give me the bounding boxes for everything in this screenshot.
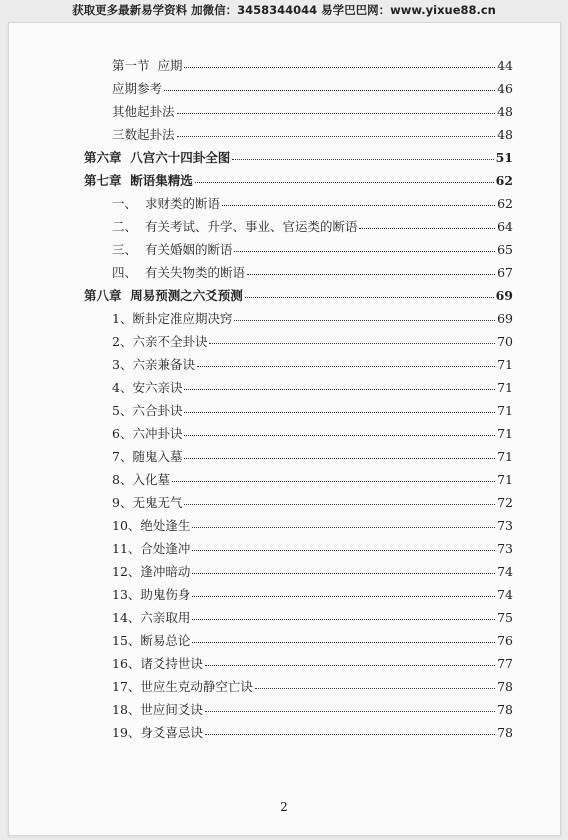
dot-leader: [192, 618, 495, 620]
toc-entry-page: 46: [497, 81, 513, 96]
toc-entry-page: 69: [495, 288, 513, 303]
toc-entry-page: 62: [495, 173, 513, 188]
toc-entry: [84, 677, 513, 700]
toc-entry-title: 16、诸爻持世诀: [112, 656, 203, 671]
dot-leader: [247, 273, 495, 275]
toc-entry-page: 76: [497, 633, 513, 648]
dot-leader: [195, 181, 494, 183]
dot-leader: [234, 319, 495, 321]
toc-entry-page: 71: [497, 449, 513, 464]
toc-entry-page: 78: [497, 725, 513, 740]
dot-leader: [234, 250, 495, 252]
toc-entry-title: 3、六亲兼备诀: [112, 357, 195, 372]
toc-entry: [84, 723, 513, 746]
dot-leader: [205, 733, 495, 735]
dot-leader: [184, 388, 495, 390]
dot-leader: [172, 480, 495, 482]
toc-entry-title: 三、 有关婚姻的断语: [112, 242, 233, 257]
toc-entry-page: 71: [497, 403, 513, 418]
dot-leader: [177, 112, 496, 114]
toc-entry: [84, 539, 513, 562]
toc-entry-title: 15、断易总论: [112, 633, 191, 648]
toc-entry-page: 65: [497, 242, 513, 257]
page-number: 2: [280, 800, 288, 814]
toc-entry-page: 75: [497, 610, 513, 625]
toc-entry-title: 应期参考: [112, 81, 163, 96]
toc-entry-title: 13、助鬼伤身: [112, 587, 191, 602]
toc-entry: [84, 79, 513, 102]
toc-entry: [84, 585, 513, 608]
toc-entry: [84, 516, 513, 539]
toc-entry-title: 第八章 周易预测之六爻预测: [84, 288, 243, 303]
dot-leader: [222, 204, 495, 206]
toc-entry-page: 72: [497, 495, 513, 510]
toc-entry-title: 18、世应间爻诀: [112, 702, 203, 717]
toc-entry-page: 78: [497, 679, 513, 694]
dot-leader: [192, 549, 495, 551]
table-of-contents: [84, 56, 513, 746]
toc-entry: [84, 700, 513, 723]
toc-entry: [84, 470, 513, 493]
dot-leader: [192, 595, 495, 597]
toc-entry: [84, 332, 513, 355]
watermark-header: 获取更多最新易学资料 加微信：3458344044 易学巴巴网：www.yixue88.cn: [72, 3, 496, 17]
toc-entry: [84, 493, 513, 516]
dot-leader: [192, 641, 495, 643]
toc-entry-title: 11、合处逢冲: [112, 541, 191, 556]
dot-leader: [245, 296, 494, 298]
dot-leader: [184, 457, 495, 459]
toc-entry: [84, 309, 513, 332]
toc-entry-title: 三数起卦法: [112, 127, 175, 142]
toc-entry-title: 10、绝处逢生: [112, 518, 191, 533]
toc-entry-page: 70: [497, 334, 513, 349]
toc-entry-title: 17、世应生克动静空亡诀: [112, 679, 253, 694]
toc-entry: [84, 424, 513, 447]
toc-entry-page: 48: [497, 104, 513, 119]
toc-entry-page: 69: [497, 311, 513, 326]
toc-entry-title: 5、六合卦诀: [112, 403, 183, 418]
toc-entry-title: 14、六亲取用: [112, 610, 191, 625]
toc-chapter-entry: [84, 286, 513, 309]
toc-entry-title: 二、 有关考试、升学、事业、官运类的断语: [112, 219, 358, 234]
dot-leader: [197, 365, 495, 367]
dot-leader: [184, 66, 495, 68]
toc-entry: [84, 608, 513, 631]
dot-leader: [205, 664, 495, 666]
toc-entry-page: 71: [497, 380, 513, 395]
toc-entry-title: 9、无鬼无气: [112, 495, 183, 510]
dot-leader: [209, 342, 495, 344]
dot-leader: [255, 687, 495, 689]
toc-entry: [84, 654, 513, 677]
toc-entry: [84, 401, 513, 424]
dot-leader: [184, 434, 495, 436]
toc-entry-page: 74: [497, 564, 513, 579]
toc-entry-page: 71: [497, 426, 513, 441]
toc-entry-title: 2、六亲不全卦诀: [112, 334, 208, 349]
toc-entry: [84, 447, 513, 470]
toc-entry: [84, 102, 513, 125]
toc-entry-page: 71: [497, 472, 513, 487]
toc-chapter-entry: [84, 148, 513, 171]
toc-entry: [84, 378, 513, 401]
dot-leader: [184, 411, 495, 413]
toc-entry-page: 77: [497, 656, 513, 671]
toc-chapter-entry: [84, 171, 513, 194]
toc-entry-title: 6、六冲卦诀: [112, 426, 183, 441]
toc-entry: [84, 194, 513, 217]
toc-entry: [84, 240, 513, 263]
toc-entry-page: 73: [497, 541, 513, 556]
toc-entry: [84, 263, 513, 286]
toc-entry: [84, 125, 513, 148]
toc-entry-title: 一、 求财类的断语: [112, 196, 220, 211]
toc-entry-title: 7、随鬼入墓: [112, 449, 183, 464]
toc-entry-title: 19、身爻喜忌诀: [112, 725, 203, 740]
toc-entry-page: 71: [497, 357, 513, 372]
toc-entry-title: 第一节 应期: [112, 58, 183, 73]
toc-entry-title: 第七章 断语集精选: [84, 173, 193, 188]
toc-entry-title: 第六章 八宫六十四卦全图: [84, 150, 231, 165]
toc-entry-page: 78: [497, 702, 513, 717]
toc-entry-page: 67: [497, 265, 513, 280]
toc-entry: [84, 355, 513, 378]
toc-entry-title: 12、逢冲暗动: [112, 564, 191, 579]
toc-entry: [84, 217, 513, 240]
toc-entry-title: 8、入化墓: [112, 472, 170, 487]
toc-entry-title: 其他起卦法: [112, 104, 175, 119]
toc-entry-page: 73: [497, 518, 513, 533]
toc-entry-page: 48: [497, 127, 513, 142]
toc-entry-title: 四、 有关失物类的断语: [112, 265, 245, 280]
toc-entry-page: 74: [497, 587, 513, 602]
toc-entry-title: 4、安六亲诀: [112, 380, 183, 395]
dot-leader: [359, 227, 495, 229]
dot-leader: [205, 710, 495, 712]
toc-entry-title: 1、断卦定准应期决窍: [112, 311, 233, 326]
toc-entry: [84, 562, 513, 585]
toc-entry-page: 44: [497, 58, 513, 73]
dot-leader: [232, 158, 493, 160]
toc-entry: [84, 56, 513, 79]
toc-entry: [84, 631, 513, 654]
toc-entry-page: 62: [497, 196, 513, 211]
dot-leader: [164, 89, 495, 91]
dot-leader: [192, 572, 495, 574]
dot-leader: [192, 526, 495, 528]
dot-leader: [184, 503, 495, 505]
toc-entry-page: 51: [495, 150, 513, 165]
dot-leader: [177, 135, 496, 137]
toc-entry-page: 64: [497, 219, 513, 234]
